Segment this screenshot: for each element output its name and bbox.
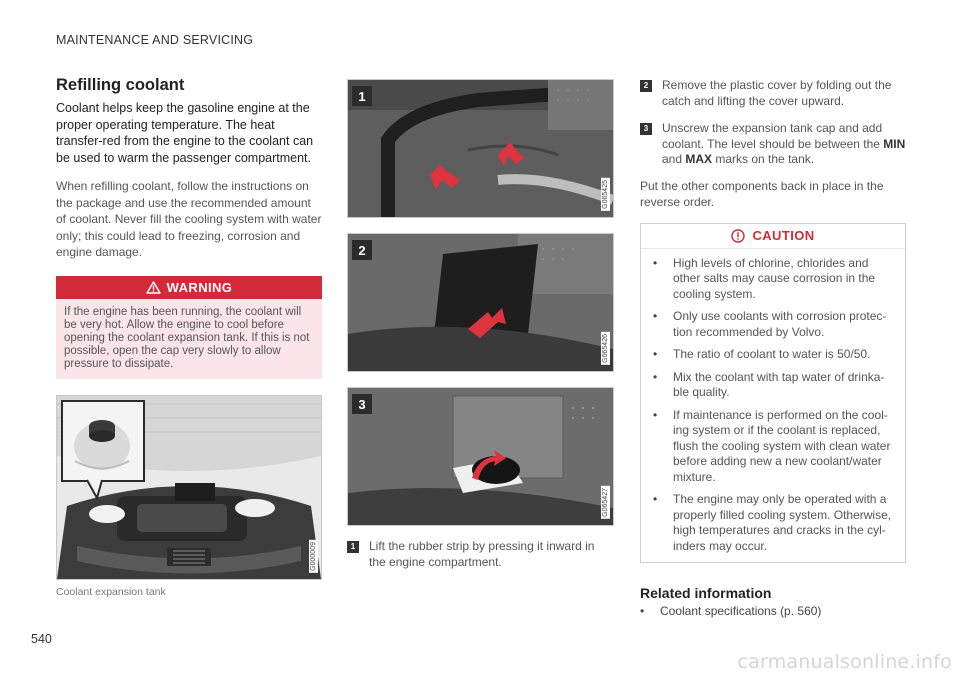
step-tag: 3 — [352, 394, 372, 414]
after-steps-text: Put the other components back in place in the reverse order. — [640, 178, 884, 209]
caution-header — [641, 224, 905, 249]
step-number: 2 — [640, 80, 652, 92]
left-column — [56, 76, 322, 598]
caution-label: CAUTION — [752, 228, 815, 243]
lead-paragraph: Coolant helps keep the gasoline engine at the proper operating temperature. The heat transfer-red from the engine to the coolant can be used to warm the passenger compartment. — [56, 101, 314, 165]
image-ref-code: G000009 — [310, 541, 317, 571]
bullet: • — [653, 369, 658, 384]
caution-item — [653, 408, 895, 486]
step-text: Remove the plastic cover by folding out the catch and lifting the cover upward. — [662, 78, 892, 108]
caution-item — [653, 370, 895, 401]
right-column — [640, 78, 906, 618]
bullet: • — [653, 255, 658, 270]
bullet: • — [653, 309, 658, 323]
min-mark: MIN — [883, 136, 906, 151]
image-ref-code: G065426 — [602, 334, 609, 363]
caution-item — [653, 256, 895, 303]
bullet: • — [653, 407, 658, 422]
step-1 — [347, 539, 614, 570]
body-paragraph: When refilling coolant, follow the instructions on the package and use the recommended amount of coolant. Never fill the cooling system with water only; this could lead to freezing, corrosion and engine damage. — [56, 179, 322, 259]
warning-text: If the engine has been running, the coolant will be very hot. Allow the engine to cool before opening the coolant expansion tank. If this is not possible, open the cap very slowly to allow pressure to dissipate. — [64, 305, 310, 370]
site-watermark: carmanualsonline.info — [737, 651, 952, 673]
bullet: • — [640, 604, 645, 618]
page-number: 540 — [31, 632, 52, 646]
caution-item-text: The engine may only be operated with a properly filled cooling system. Otherwise, high temperatures and cracks in the cyl-inders may occur. — [673, 492, 892, 553]
step-number: 3 — [640, 123, 652, 135]
max-mark: MAX — [685, 152, 713, 166]
caution-item-text: Mix the coolant with tap water of drinka-ble quality. — [673, 369, 885, 399]
step-2 — [640, 78, 906, 109]
step-3 — [640, 121, 906, 168]
step-text-part: and — [662, 152, 686, 166]
caution-item-text: The ratio of coolant to water is 50/50. — [673, 347, 871, 361]
caution-item — [653, 309, 895, 340]
step-number: 1 — [347, 541, 359, 553]
bullet: • — [653, 347, 658, 361]
section-title: Refilling coolant — [56, 76, 185, 94]
related-link-text[interactable]: Coolant specifications (p. 560) — [660, 604, 822, 618]
running-head: MAINTENANCE AND SERVICING — [56, 33, 254, 47]
step-text: Lift the rubber strip by pressing it inward in the engine compartment. — [369, 539, 595, 569]
image-ref-code: G065425 — [602, 180, 609, 209]
warning-box — [56, 276, 322, 379]
bullet: • — [653, 492, 658, 506]
caution-item-text: High levels of chlorine, chlorides and other salts may cause corrosion in the cooling system. — [673, 255, 876, 301]
caution-item-text: If maintenance is performed on the cool-ing system or if the coolant is replaced, flush the cooling system with clean water before adding new a new coolant/water mixture. — [673, 407, 891, 484]
step-text-part: Unscrew the expansion tank cap and add coolant. The level should be between the — [662, 121, 884, 151]
caution-item — [653, 492, 895, 554]
engine-photo — [56, 395, 322, 580]
caution-item-text: Only use coolants with corrosion protec-tion recommended by Volvo. — [673, 309, 887, 339]
caution-item — [653, 347, 895, 363]
photo-caption: Coolant expansion tank — [56, 585, 166, 598]
related-link[interactable] — [640, 604, 906, 618]
image-ref-code: G065427 — [602, 488, 609, 517]
step-photo-1 — [347, 79, 614, 218]
step-photo-3 — [347, 387, 614, 526]
step-tag: 2 — [352, 240, 372, 260]
step-text-part: marks on the tank. — [712, 152, 815, 166]
step-text — [662, 121, 906, 168]
caution-exclamation-icon — [731, 229, 745, 243]
step-photo-2 — [347, 233, 614, 372]
warning-label: WARNING — [166, 279, 233, 295]
step-tag: 1 — [352, 86, 372, 106]
caution-list — [641, 249, 905, 563]
warning-header — [56, 276, 322, 299]
related-title: Related information — [640, 585, 772, 601]
middle-column — [347, 79, 614, 582]
caution-box — [640, 223, 906, 564]
warning-triangle-icon — [146, 281, 161, 294]
